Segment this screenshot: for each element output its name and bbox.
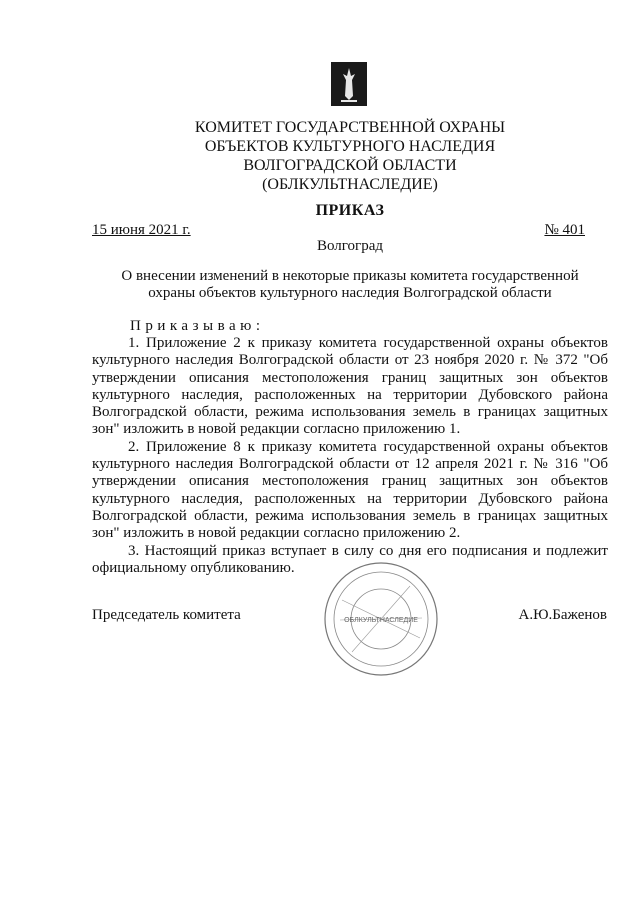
signatory-name: А.Ю.Баженов (518, 607, 607, 623)
order-word: Приказываю: (130, 318, 265, 334)
subject-line-2: охраны объектов культурного наследия Волгоградской области (148, 285, 552, 301)
org-line-4: (ОБЛКУЛЬТНАСЛЕДИЕ) (262, 176, 438, 193)
document-date: 15 июня 2021 г. (92, 222, 191, 238)
document-subject (95, 268, 605, 302)
organization-name (150, 118, 550, 194)
org-line-3: ВОЛГОГРАДСКОЙ ОБЛАСТИ (243, 157, 457, 174)
document-number: № 401 (544, 222, 585, 238)
coat-of-arms-emblem (331, 62, 367, 106)
document-body (92, 335, 608, 577)
official-stamp (322, 560, 440, 678)
body-paragraph-2: 2. Приложение 8 к приказу комитета государственной охраны объектов культурного наследия Волгоградской области от 12 апреля 2021 г. № 316 "Об утверждении описания местоположения границ защитных зон объектов культурного наследия, расположенных на территории Дубовского района Волгоградской области, режима использования земель в границах защитных зон" изложить в новой редакции согласно приложению 2. (92, 438, 608, 542)
subject-line-1: О внесении изменений в некоторые приказы комитета государственной (121, 268, 579, 284)
org-line-1: КОМИТЕТ ГОСУДАРСТВЕННОЙ ОХРАНЫ (194, 119, 506, 136)
document-city: Волгоград (316, 238, 383, 254)
body-paragraph-3: 3. Настоящий приказ вступает в силу со дня его подписания и подлежит официальному опубликованию. (92, 542, 608, 576)
document-type: ПРИКАЗ (315, 202, 385, 219)
stamp-center-text: ОБЛКУЛЬТНАСЛЕДИЕ (344, 617, 418, 624)
signatory-title: Председатель комитета (92, 607, 241, 623)
body-paragraph-1: 1. Приложение 2 к приказу комитета государственной охраны объектов культурного наследия Волгоградской области от 23 ноября 2020 г. № 372 "Об утверждении описания местоположения границ защитных зон объектов культурного наследия, расположенных на территории Дубовского района Волгоградской области, режима использования земель в границах защитных зон" изложить в новой редакции согласно приложению 1. (92, 335, 608, 438)
org-line-2: ОБЪЕКТОВ КУЛЬТУРНОГО НАСЛЕДИЯ (204, 138, 496, 155)
